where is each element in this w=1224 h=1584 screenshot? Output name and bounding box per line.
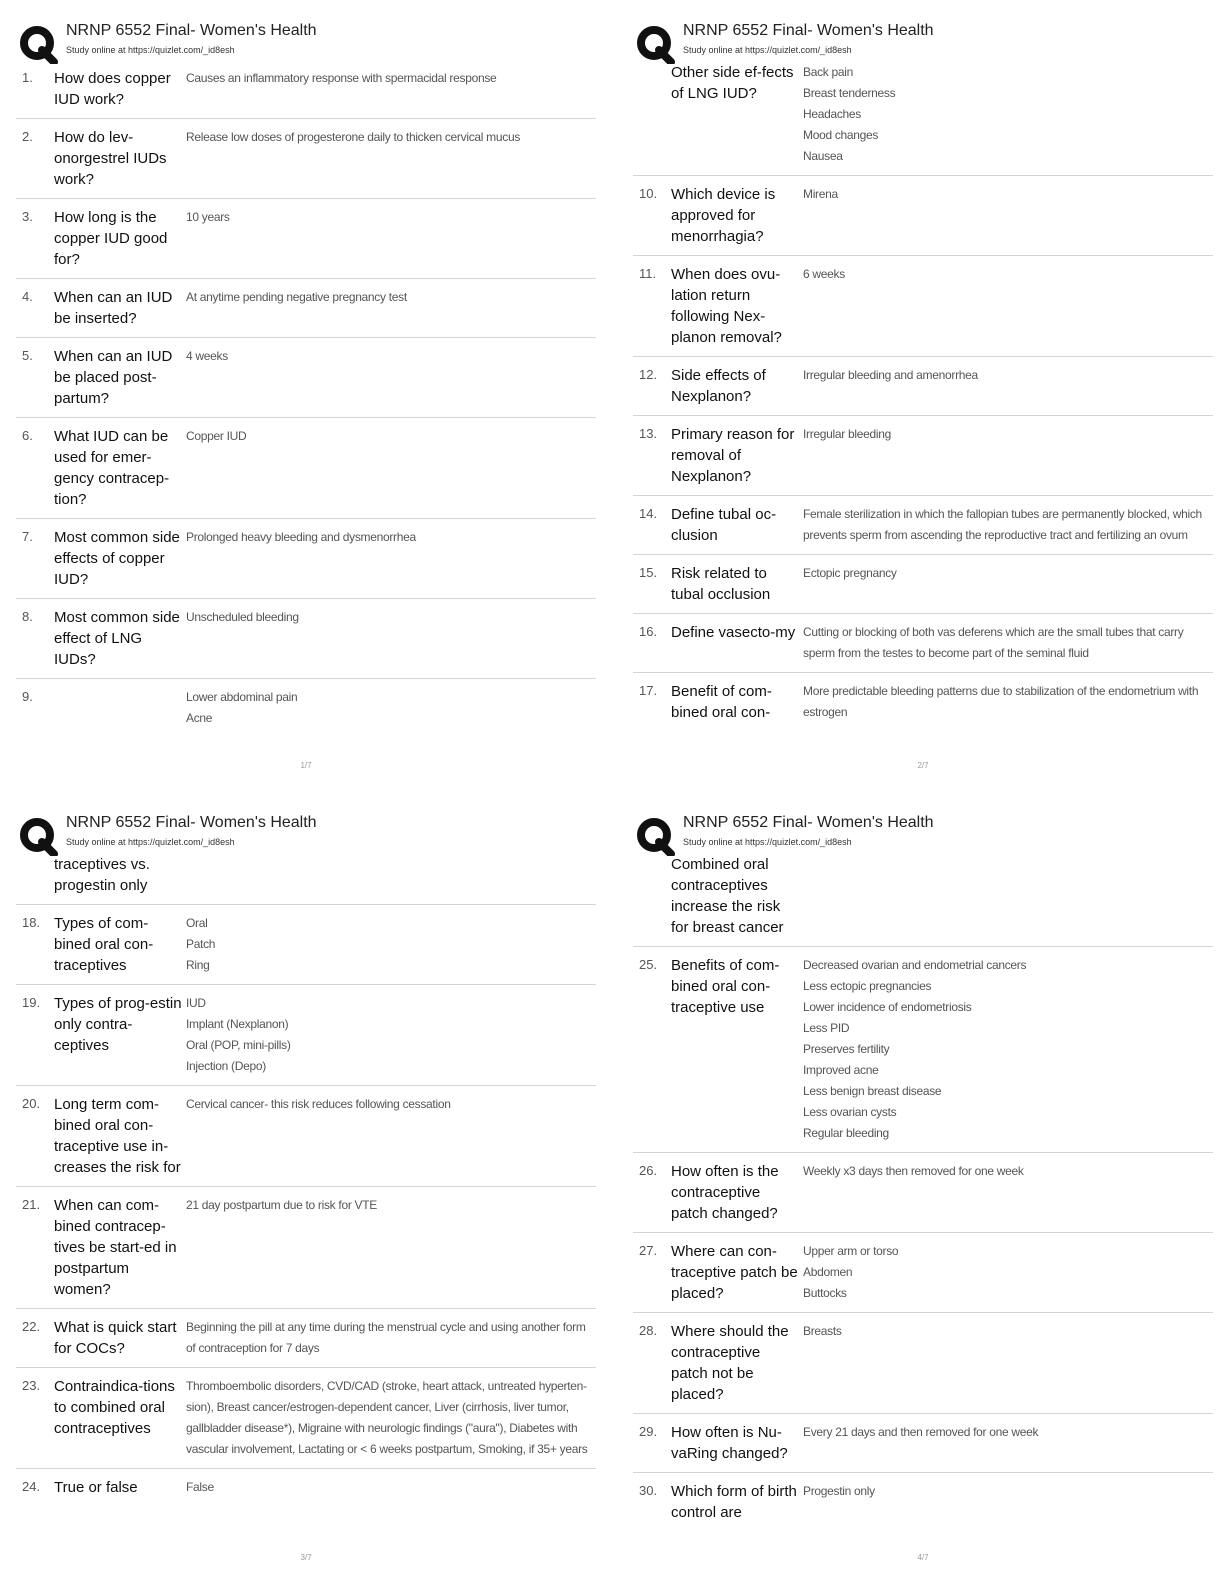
- card-definition: [801, 62, 1213, 167]
- flashcard-row: [633, 614, 1213, 673]
- card-definition: [801, 1241, 1213, 1304]
- study-online-link[interactable]: Study online at https://quizlet.com/_id8esh: [683, 45, 852, 55]
- page-number: 4/7: [917, 1553, 929, 1562]
- flashcard-row: [633, 1414, 1213, 1473]
- definition-line: Breasts: [803, 1324, 842, 1338]
- definition-line: Irregular bleeding and amenorrhea: [803, 368, 978, 382]
- card-term: Types of prog-estin only contra-ceptives: [54, 995, 182, 1054]
- definition-line: IUD: [186, 996, 206, 1010]
- card-number: 13.: [639, 426, 658, 441]
- card-number: 18.: [22, 915, 41, 930]
- card-definition: [184, 687, 596, 729]
- flashcard-row: [633, 555, 1213, 614]
- card-number: 20.: [22, 1096, 41, 1111]
- page-1: [16, 18, 596, 778]
- study-online-link[interactable]: Study online at https://quizlet.com/_id8esh: [683, 837, 852, 847]
- flashcard-row: [16, 338, 596, 418]
- quizlet-logo-icon: [635, 816, 675, 856]
- card-definition: [184, 127, 596, 148]
- card-number: 5.: [22, 348, 33, 363]
- flashcard-row: [633, 947, 1213, 1153]
- card-number: 24.: [22, 1479, 41, 1494]
- card-number: 1.: [22, 70, 33, 85]
- flashcard-list: [633, 60, 1213, 731]
- definition-line: Nausea: [803, 149, 843, 163]
- definition-line: Implant (Nexplanon): [186, 1017, 289, 1031]
- card-term: When can an IUD be inserted?: [54, 289, 173, 327]
- card-term: When can an IUD be placed post-partum?: [54, 348, 173, 407]
- definition-line: Less ectopic pregnancies: [803, 979, 932, 993]
- definition-line: Acne: [186, 711, 213, 725]
- flashcard-row: [633, 496, 1213, 555]
- definition-line: Beginning the pill at any time during the menstrual cycle and using another form of contraception for 7 days: [186, 1320, 589, 1355]
- definition-line: At anytime pending negative pregnancy test: [186, 290, 407, 304]
- card-definition: [184, 993, 596, 1077]
- card-term: How does copper IUD work?: [54, 70, 171, 108]
- flashcard-list: [633, 852, 1213, 1531]
- card-definition: [184, 426, 596, 447]
- card-term: Where should the contraceptive patch not be placed?: [671, 1323, 789, 1403]
- definition-line: Back pain: [803, 65, 853, 79]
- flashcard-row: [633, 416, 1213, 496]
- definition-line: Headaches: [803, 107, 862, 121]
- flashcard-row: [16, 1368, 596, 1469]
- card-definition: [801, 563, 1213, 584]
- definition-line: Regular bleeding: [803, 1126, 889, 1140]
- card-number: 23.: [22, 1378, 41, 1393]
- card-definition: [184, 1376, 596, 1460]
- card-term: Benefit of com-bined oral con-: [671, 683, 772, 721]
- card-term: Combined oral contraceptives increase the risk for breast cancer: [671, 856, 784, 936]
- definition-line: Copper IUD: [186, 429, 247, 443]
- card-term: Where can con-traceptive patch be placed?: [671, 1243, 798, 1302]
- card-term: How often is the contraceptive patch changed?: [671, 1163, 779, 1222]
- card-number: 30.: [639, 1483, 658, 1498]
- definition-line: Every 21 days and then removed for one week: [803, 1425, 1039, 1439]
- card-definition: [184, 207, 596, 228]
- card-term: Primary reason for removal of Nexplanon?: [671, 426, 795, 485]
- card-number: [16, 854, 54, 856]
- card-definition: [801, 365, 1213, 386]
- quizlet-logo-icon: [18, 24, 58, 64]
- card-number: 3.: [22, 209, 33, 224]
- card-definition: [184, 1317, 596, 1359]
- card-term: Most common side effect of LNG IUDs?: [54, 609, 180, 668]
- card-definition: [801, 955, 1213, 1144]
- card-term: When does ovu-lation return following Nex-planon removal?: [671, 266, 782, 346]
- flashcard-row: [16, 599, 596, 679]
- card-number: 26.: [639, 1163, 658, 1178]
- flashcard-row: [633, 357, 1213, 416]
- definition-line: Oral: [186, 916, 208, 930]
- flashcard-row: [633, 176, 1213, 256]
- definition-line: Less PID: [803, 1021, 850, 1035]
- card-number: 27.: [639, 1243, 658, 1258]
- definition-line: Patch: [186, 937, 216, 951]
- definition-line: Ectopic pregnancy: [803, 566, 897, 580]
- card-definition: [184, 287, 596, 308]
- document-title: NRNP 6552 Final- Women's Health: [66, 814, 317, 831]
- definition-line: Unscheduled bleeding: [186, 610, 299, 624]
- definition-line: Oral (POP, mini-pills): [186, 1038, 291, 1052]
- card-number: 11.: [639, 266, 657, 281]
- page-3: [16, 810, 596, 1570]
- definition-line: 10 years: [186, 210, 230, 224]
- definition-line: Upper arm or torso: [803, 1244, 899, 1258]
- card-number: 25.: [639, 957, 658, 972]
- flashcard-row: [633, 1153, 1213, 1233]
- card-term: traceptives vs. progestin only: [54, 856, 150, 894]
- flashcard-row: [633, 60, 1213, 176]
- definition-line: Progestin only: [803, 1484, 875, 1498]
- card-number: 29.: [639, 1424, 658, 1439]
- flashcard-row: [16, 679, 596, 737]
- flashcard-row: [16, 985, 596, 1086]
- card-term: How do lev-onorgestrel IUDs work?: [54, 129, 167, 188]
- card-number: 19.: [22, 995, 41, 1010]
- card-number: 17.: [639, 683, 658, 698]
- flashcard-row: [16, 119, 596, 199]
- document-title: NRNP 6552 Final- Women's Health: [683, 814, 934, 831]
- flashcard-row: [16, 852, 596, 905]
- card-term: Types of com-bined oral con-traceptives: [54, 915, 154, 974]
- card-definition: [801, 184, 1213, 205]
- quizlet-logo-icon: [18, 816, 58, 856]
- document-title: NRNP 6552 Final- Women's Health: [683, 22, 934, 39]
- card-number: 9.: [22, 689, 33, 704]
- card-term: Other side ef-fects of LNG IUD?: [671, 64, 794, 102]
- page-number: 1/7: [300, 761, 312, 770]
- page-2: [633, 18, 1213, 778]
- card-term: Most common side effects of copper IUD?: [54, 529, 180, 588]
- flashcard-row: [633, 852, 1213, 947]
- card-term: Which device is approved for menorrhagia?: [671, 186, 776, 245]
- quizlet-logo-icon: [635, 24, 675, 64]
- card-term: Define tubal oc-clusion: [671, 506, 777, 544]
- flashcard-row: [16, 418, 596, 519]
- card-definition: [801, 681, 1213, 723]
- card-number: 21.: [22, 1197, 41, 1212]
- card-number: 22.: [22, 1319, 41, 1334]
- definition-line: Causes an inflammatory response with spermacidal response: [186, 71, 497, 85]
- definition-line: Prolonged heavy bleeding and dysmenorrhea: [186, 530, 416, 544]
- card-number: 2.: [22, 129, 33, 144]
- flashcard-row: [633, 673, 1213, 731]
- card-definition: [801, 622, 1213, 664]
- definition-line: Cutting or blocking of both vas deferens which are the small tubes that carry sperm from the testes to become part of the seminal fluid: [803, 625, 1187, 660]
- card-term: Contraindica-tions to combined oral contraceptives: [54, 1378, 175, 1437]
- flashcard-row: [16, 1309, 596, 1368]
- flashcard-list: [16, 60, 596, 737]
- flashcard-row: [633, 1233, 1213, 1313]
- card-number: 8.: [22, 609, 33, 624]
- definition-line: Release low doses of progesterone daily to thicken cervical mucus: [186, 130, 521, 144]
- page-header: [16, 18, 596, 60]
- card-number: [633, 854, 671, 856]
- definition-line: 6 weeks: [803, 267, 845, 281]
- definition-line: Weekly x3 days then removed for one week: [803, 1164, 1024, 1178]
- flashcard-list: [16, 852, 596, 1506]
- card-definition: [801, 264, 1213, 285]
- page-header: [16, 810, 596, 852]
- card-number: 6.: [22, 428, 33, 443]
- definition-line: Buttocks: [803, 1286, 847, 1300]
- page-number: 2/7: [917, 761, 929, 770]
- flashcard-row: [16, 1086, 596, 1187]
- flashcard-row: [16, 60, 596, 119]
- card-definition: [184, 527, 596, 548]
- card-number: 4.: [22, 289, 33, 304]
- definition-line: Cervical cancer- this risk reduces following cessation: [186, 1097, 451, 1111]
- definition-line: Decreased ovarian and endometrial cancers: [803, 958, 1027, 972]
- card-number: 14.: [639, 506, 658, 521]
- card-term: Which form of birth control are: [671, 1483, 797, 1521]
- card-number: 12.: [639, 367, 658, 382]
- definition-line: Female sterilization in which the fallopian tubes are permanently blocked, which prevents sperm from ascending the reproductive tract and fertilizing an ovum: [803, 507, 1205, 542]
- flashcard-row: [633, 256, 1213, 357]
- card-number: 10.: [639, 186, 658, 201]
- page-4: [633, 810, 1213, 1570]
- card-definition: [184, 913, 596, 976]
- card-definition: [801, 1422, 1213, 1443]
- card-term: True or false: [54, 1479, 138, 1496]
- card-definition: [184, 1477, 596, 1498]
- card-term: When can com-bined contracep-tives be start-ed in postpartum women?: [54, 1197, 177, 1298]
- card-definition: [801, 1321, 1213, 1342]
- flashcard-row: [633, 1313, 1213, 1414]
- card-term: How often is Nu-vaRing changed?: [671, 1424, 788, 1462]
- card-number: 28.: [639, 1323, 658, 1338]
- definition-line: False: [186, 1480, 214, 1494]
- card-definition: [184, 346, 596, 367]
- definition-line: Lower incidence of endometriosis: [803, 1000, 972, 1014]
- card-definition: [184, 1195, 596, 1216]
- card-number: 16.: [639, 624, 658, 639]
- flashcard-row: [633, 1473, 1213, 1531]
- definition-line: Mood changes: [803, 128, 879, 142]
- page-header: [633, 810, 1213, 852]
- definition-line: Lower abdominal pain: [186, 690, 298, 704]
- definition-line: More predictable bleeding patterns due to stabilization of the endometrium with estrogen: [803, 684, 1202, 719]
- card-term: Side effects of Nexplanon?: [671, 367, 766, 405]
- card-term: How long is the copper IUD good for?: [54, 209, 168, 268]
- definition-line: 4 weeks: [186, 349, 228, 363]
- study-online-link[interactable]: Study online at https://quizlet.com/_id8esh: [66, 837, 235, 847]
- definition-line: Injection (Depo): [186, 1059, 266, 1073]
- page-number: 3/7: [300, 1553, 312, 1562]
- definition-line: Less benign breast disease: [803, 1084, 942, 1098]
- definition-line: Breast tenderness: [803, 86, 896, 100]
- card-term: Benefits of com-bined oral con-traceptive use: [671, 957, 780, 1016]
- card-number: 7.: [22, 529, 33, 544]
- definition-line: Improved acne: [803, 1063, 879, 1077]
- card-term: Define vasecto-my: [671, 624, 796, 641]
- card-term: Risk related to tubal occlusion: [671, 565, 771, 603]
- definition-line: Preserves fertility: [803, 1042, 890, 1056]
- definition-line: Mirena: [803, 187, 838, 201]
- definition-line: 21 day postpartum due to risk for VTE: [186, 1198, 377, 1212]
- study-online-link[interactable]: Study online at https://quizlet.com/_id8esh: [66, 45, 235, 55]
- flashcard-row: [16, 279, 596, 338]
- definition-line: Abdomen: [803, 1265, 853, 1279]
- document-title: NRNP 6552 Final- Women's Health: [66, 22, 317, 39]
- flashcard-row: [16, 1187, 596, 1309]
- flashcard-row: [16, 1469, 596, 1506]
- definition-line: Ring: [186, 958, 210, 972]
- card-number: 15.: [639, 565, 658, 580]
- card-term: Long term com-bined oral con-traceptive use in-creases the risk for: [54, 1096, 181, 1176]
- card-term: What is quick start for COCs?: [54, 1319, 177, 1357]
- definition-line: Less ovarian cysts: [803, 1105, 897, 1119]
- flashcard-row: [16, 199, 596, 279]
- card-definition: [801, 1481, 1213, 1502]
- card-definition: [184, 1094, 596, 1115]
- card-definition: [801, 1161, 1213, 1182]
- card-number: [633, 62, 671, 64]
- card-term: What IUD can be used for emer-gency contracep-tion?: [54, 428, 170, 508]
- flashcard-row: [16, 905, 596, 985]
- card-definition: [184, 607, 596, 628]
- page-header: [633, 18, 1213, 60]
- definition-line: Irregular bleeding: [803, 427, 891, 441]
- definition-line: Thromboembolic disorders, CVD/CAD (stroke, heart attack, untreated hyperten-sion), Breast cancer/estrogen-dependent cancer, Liver (cirrhosis, liver tumor, gallbladder disease*), Migraine with neurologic findings ("aura"), Diabetes with vascular involvement, Lactating or < 6 weeks postpartum, Smoking, if 35+ years: [186, 1379, 588, 1456]
- card-definition: [801, 504, 1213, 546]
- card-definition: [801, 424, 1213, 445]
- card-definition: [184, 68, 596, 89]
- flashcard-row: [16, 519, 596, 599]
